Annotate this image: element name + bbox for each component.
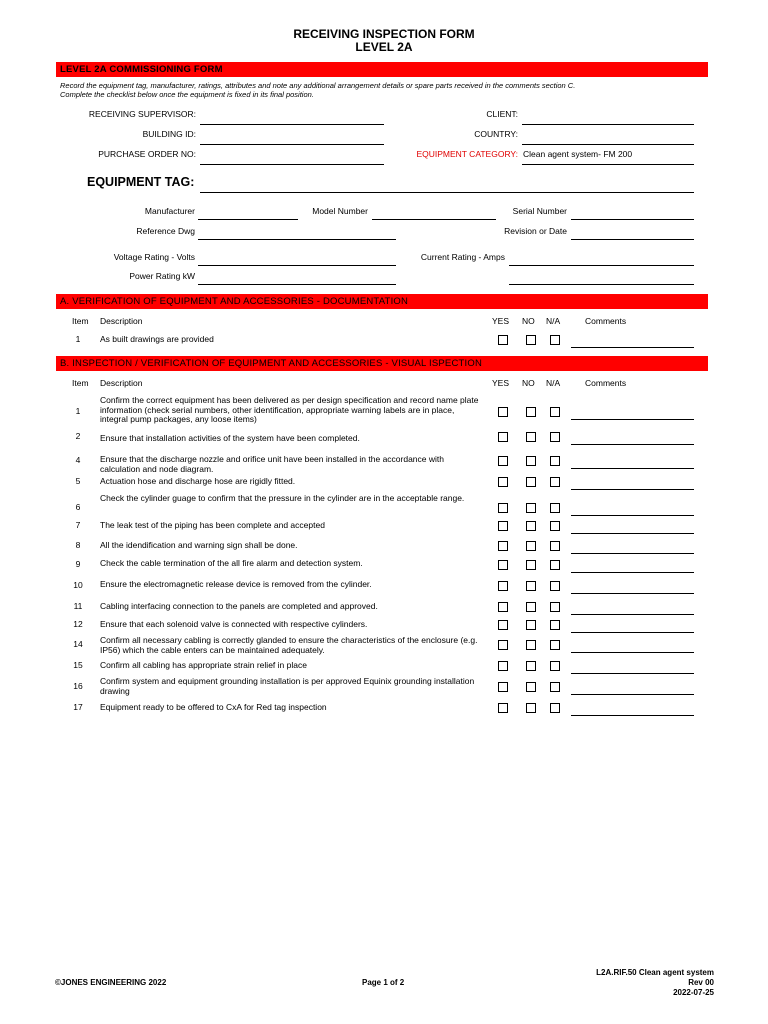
yes-checkbox[interactable] xyxy=(498,661,508,671)
comments-field[interactable] xyxy=(571,444,694,445)
comments-field[interactable] xyxy=(571,593,694,594)
receiving-supervisor-field[interactable] xyxy=(200,124,384,125)
instruction-line-1: Record the equipment tag, manufacturer, ratings, attributes and note any additional arrangement details or spare parts received in the comments section C. xyxy=(60,81,576,90)
na-checkbox[interactable] xyxy=(550,521,560,531)
item-number: 10 xyxy=(73,580,83,590)
item-description: Cabling interfacing connection to the panels are completed and approved. xyxy=(100,601,378,611)
yes-checkbox[interactable] xyxy=(498,602,508,612)
instruction-line-2: Complete the checklist below once the equipment is fixed in its final position. xyxy=(60,90,314,99)
comments-field[interactable] xyxy=(571,673,694,674)
equipment-category-value: Clean agent system- FM 200 xyxy=(523,149,633,159)
item-description: Ensure that each solenoid valve is connected with respective cylinders. xyxy=(100,619,368,629)
comments-field[interactable] xyxy=(571,533,694,534)
yes-checkbox[interactable] xyxy=(498,620,508,630)
reference-dwg-label: Reference Dwg xyxy=(136,226,195,236)
yes-checkbox[interactable] xyxy=(498,432,508,442)
no-checkbox[interactable] xyxy=(526,602,536,612)
no-checkbox[interactable] xyxy=(526,581,536,591)
no-checkbox[interactable] xyxy=(526,682,536,692)
power-rating-field[interactable] xyxy=(198,284,396,285)
col-comments-header: Comments xyxy=(585,378,627,388)
item-number: 8 xyxy=(75,540,81,550)
item-number: 1 xyxy=(75,334,81,344)
comments-field[interactable] xyxy=(571,715,694,716)
manufacturer-label: Manufacturer xyxy=(144,206,195,216)
current-rating-label: Current Rating - Amps xyxy=(420,252,505,262)
no-checkbox[interactable] xyxy=(526,432,536,442)
comments-field[interactable] xyxy=(571,572,694,573)
no-checkbox[interactable] xyxy=(526,503,536,513)
na-checkbox[interactable] xyxy=(550,620,560,630)
serial-number-field[interactable] xyxy=(571,219,694,220)
col-na-header: N/A xyxy=(546,316,561,326)
item-number: 17 xyxy=(73,702,83,712)
item-number: 12 xyxy=(73,619,83,629)
yes-checkbox[interactable] xyxy=(498,503,508,513)
form-subtitle: LEVEL 2A xyxy=(355,40,413,54)
yes-checkbox[interactable] xyxy=(498,407,508,417)
na-checkbox[interactable] xyxy=(550,503,560,513)
col-description-header: Description xyxy=(100,316,143,326)
no-checkbox[interactable] xyxy=(526,560,536,570)
comments-field[interactable] xyxy=(571,419,694,420)
revision-date-label: Revision or Date xyxy=(504,226,567,236)
col-comments-header: Comments xyxy=(585,316,627,326)
revision-date-field[interactable] xyxy=(571,239,694,240)
model-number-label: Model Number xyxy=(312,206,368,216)
country-label: COUNTRY: xyxy=(474,129,518,139)
item-number: 7 xyxy=(75,520,81,530)
na-checkbox[interactable] xyxy=(550,407,560,417)
comments-field[interactable] xyxy=(571,553,694,554)
item-description: Ensure that installation activities of the system have been completed. xyxy=(100,433,360,443)
purchase-order-label: PURCHASE ORDER NO: xyxy=(98,149,196,159)
col-no-header: NO xyxy=(522,378,535,388)
item-description: Equipment ready to be offered to CxA for Red tag inspection xyxy=(100,702,327,712)
col-item-header: Item xyxy=(72,316,89,326)
reference-dwg-field[interactable] xyxy=(198,239,396,240)
equipment-category-field[interactable] xyxy=(522,164,694,165)
comments-field[interactable] xyxy=(571,347,694,348)
footer-page: Page 1 of 2 xyxy=(362,978,405,987)
footer-date: 2022-07-25 xyxy=(673,988,714,997)
item-number: 15 xyxy=(73,660,83,670)
no-checkbox[interactable] xyxy=(526,703,536,713)
col-description-header: Description xyxy=(100,378,143,388)
yes-checkbox[interactable] xyxy=(498,477,508,487)
item-description: Check the cable termination of the all fire alarm and detection system. xyxy=(100,558,363,568)
no-checkbox[interactable] xyxy=(526,477,536,487)
building-id-label: BUILDING ID: xyxy=(142,129,196,139)
section-b-bar: B. INSPECTION / VERIFICATION OF EQUIPMENT AND ACCESSORIES - VISUAL ISPECTION xyxy=(56,356,708,371)
na-checkbox[interactable] xyxy=(550,640,560,650)
form-title: RECEIVING INSPECTION FORM xyxy=(293,27,475,41)
item-number: 9 xyxy=(75,559,81,569)
item-number: 4 xyxy=(75,455,81,465)
item-description: Actuation hose and discharge hose are rigidly fitted. xyxy=(100,476,296,486)
col-yes-header: YES xyxy=(492,378,510,388)
item-description: Check the cylinder guage to confirm that the pressure in the cylinder are in the acceptable range. xyxy=(100,493,465,503)
na-checkbox[interactable] xyxy=(550,432,560,442)
yes-checkbox[interactable] xyxy=(498,335,508,345)
footer-doc-ref: L2A.RIF.50 Clean agent system xyxy=(596,968,714,977)
col-na-header: N/A xyxy=(546,378,561,388)
item-number: 1 xyxy=(75,406,81,416)
yes-checkbox[interactable] xyxy=(498,640,508,650)
voltage-rating-field[interactable] xyxy=(198,265,396,266)
comments-field[interactable] xyxy=(571,632,694,633)
item-number: 2 xyxy=(75,431,81,441)
manufacturer-field[interactable] xyxy=(198,219,298,220)
na-checkbox[interactable] xyxy=(550,581,560,591)
footer-revision: Rev 00 xyxy=(688,978,714,987)
col-yes-header: YES xyxy=(492,316,510,326)
no-checkbox[interactable] xyxy=(526,620,536,630)
current-rating-field[interactable] xyxy=(509,265,694,266)
footer-copyright: ©JONES ENGINEERING 2022 xyxy=(55,978,167,987)
col-item-header: Item xyxy=(72,378,89,388)
yes-checkbox[interactable] xyxy=(498,682,508,692)
no-checkbox[interactable] xyxy=(526,407,536,417)
no-checkbox[interactable] xyxy=(526,661,536,671)
comments-field[interactable] xyxy=(571,468,694,469)
item-description: Confirm all cabling has appropriate strain relief in place xyxy=(100,660,307,670)
no-checkbox[interactable] xyxy=(526,541,536,551)
na-checkbox[interactable] xyxy=(550,335,560,345)
na-checkbox[interactable] xyxy=(550,703,560,713)
item-description: Confirm the correct equipment has been delivered as per design specification and record name plate information (check serial numbers, other identification, appropriate warning labels are in place, integral pump packages, any loose items) xyxy=(100,395,479,424)
yes-checkbox[interactable] xyxy=(498,703,508,713)
na-checkbox[interactable] xyxy=(550,541,560,551)
item-description: Confirm system and equipment grounding installation is per approved Equinix grounding installation drawing xyxy=(100,676,475,696)
comments-field[interactable] xyxy=(571,652,694,653)
item-number: 11 xyxy=(73,601,83,611)
item-description: The leak test of the piping has been complete and accepted xyxy=(100,520,325,530)
item-description: Ensure that the discharge nozzle and orifice unit have been installed in the accordance with calculation and node diagram. xyxy=(100,454,444,474)
item-description: All the idendification and warning sign shall be done. xyxy=(100,540,298,550)
yes-checkbox[interactable] xyxy=(498,581,508,591)
no-checkbox[interactable] xyxy=(526,456,536,466)
na-checkbox[interactable] xyxy=(550,560,560,570)
na-checkbox[interactable] xyxy=(550,682,560,692)
country-field[interactable] xyxy=(522,144,694,145)
comments-field[interactable] xyxy=(571,694,694,695)
level-bar: LEVEL 2A COMMISSIONING FORM xyxy=(56,62,708,77)
no-checkbox[interactable] xyxy=(526,521,536,531)
item-description: Ensure the electromagnetic release device is removed from the cylinder. xyxy=(100,579,372,589)
yes-checkbox[interactable] xyxy=(498,521,508,531)
building-id-field[interactable] xyxy=(200,144,384,145)
voltage-rating-label: Voltage Rating - Volts xyxy=(113,252,195,262)
section-a-bar: A. VERIFICATION OF EQUIPMENT AND ACCESSORIES - DOCUMENTATION xyxy=(56,294,708,309)
yes-checkbox[interactable] xyxy=(498,541,508,551)
serial-number-label: Serial Number xyxy=(512,206,567,216)
receiving-supervisor-label: RECEIVING SUPERVISOR: xyxy=(88,109,196,119)
model-number-field[interactable] xyxy=(372,219,496,220)
item-number: 6 xyxy=(75,502,81,512)
comments-field[interactable] xyxy=(571,614,694,615)
equipment-category-label: EQUIPMENT CATEGORY: xyxy=(416,149,518,159)
item-number: 5 xyxy=(75,476,81,486)
client-label: CLIENT: xyxy=(486,109,518,119)
na-checkbox[interactable] xyxy=(550,477,560,487)
client-field[interactable] xyxy=(522,124,694,125)
item-description: As built drawings are provided xyxy=(100,334,214,344)
purchase-order-field[interactable] xyxy=(200,164,384,165)
na-checkbox[interactable] xyxy=(550,602,560,612)
no-checkbox[interactable] xyxy=(526,640,536,650)
comments-field[interactable] xyxy=(571,489,694,490)
item-number: 16 xyxy=(73,681,83,691)
col-no-header: NO xyxy=(522,316,535,326)
equipment-tag-label: EQUIPMENT TAG: xyxy=(87,175,195,189)
power-rating-label: Power Rating kW xyxy=(129,271,195,281)
item-description: Confirm all necessary cabling is correctly glanded to ensure the characteristics of the enclosure (e.g. IP56) which the cable enters can be maintained adequately. xyxy=(100,635,478,655)
equipment-tag-field[interactable] xyxy=(200,192,694,193)
na-checkbox[interactable] xyxy=(550,456,560,466)
item-number: 14 xyxy=(73,639,83,649)
yes-checkbox[interactable] xyxy=(498,560,508,570)
yes-checkbox[interactable] xyxy=(498,456,508,466)
no-checkbox[interactable] xyxy=(526,335,536,345)
power-rating-extra-field[interactable] xyxy=(509,284,694,285)
comments-field[interactable] xyxy=(571,515,694,516)
na-checkbox[interactable] xyxy=(550,661,560,671)
